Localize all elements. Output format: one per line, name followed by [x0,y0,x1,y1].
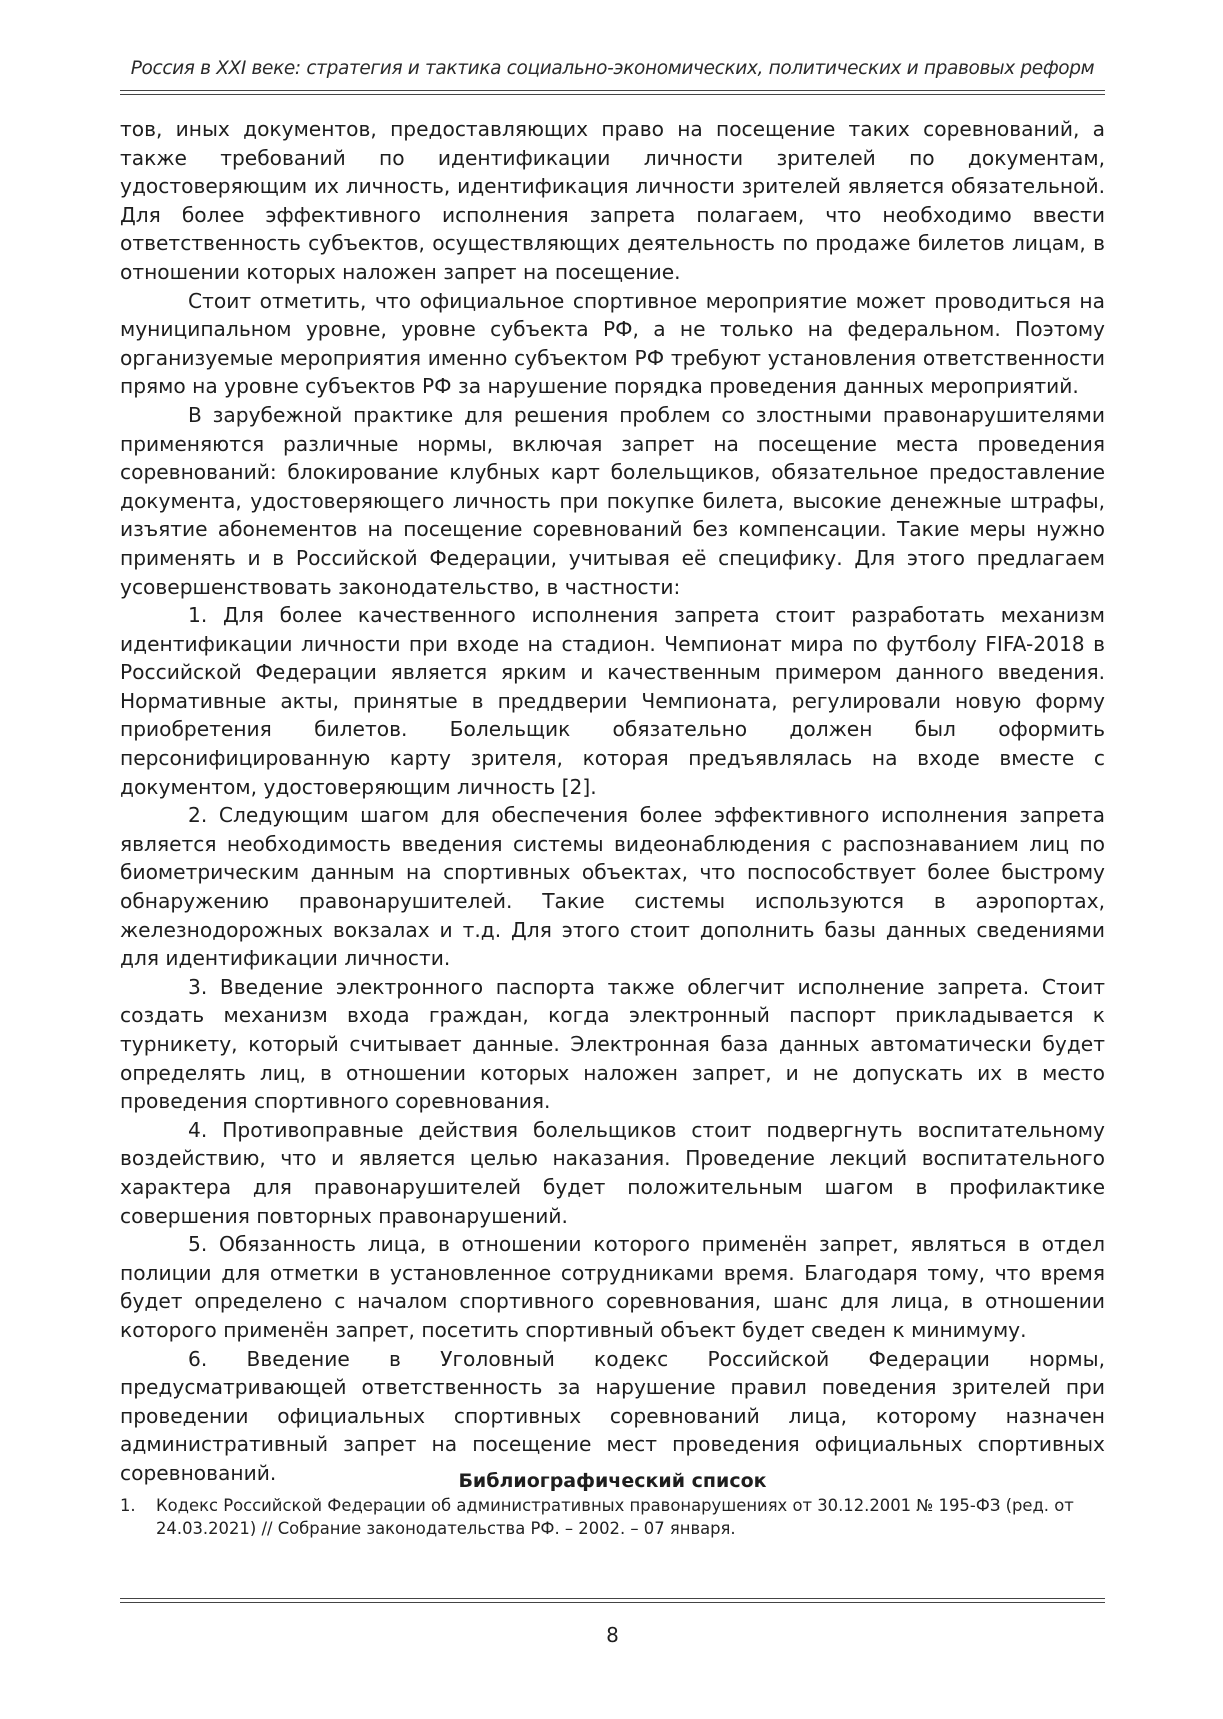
bibliography-list [120,1494,1105,1540]
bibliography-item [120,1494,1105,1540]
body-paragraph: Стоит отметить, что официальное спортивное мероприятие может проводиться на муниципальном уровне, уровне субъекта РФ, а не только на федеральном. Поэтому организуемые мероприятия именно субъектом РФ требуют установления ответственности прямо на уровне субъектов РФ за нарушение порядка проведения данных мероприятий. [120,288,1105,399]
list-paragraph-4: 4. Противоправные действия болельщиков стоит подвергнуть воспитательному воздействию, что и является целью наказания. Проведение лекций воспитательного характера для правонарушителей будет положительным шагом в профилактике совершения повторных правонарушений. [120,1117,1105,1228]
list-paragraph-3: 3. Введение электронного паспорта также облегчит исполнение запрета. Стоит создать механизм входа граждан, когда электронный паспорт прикладывается к турникету, который считывает данные. Электронная база данных автоматически будет определять лиц, в отношении которых наложен запрет, и не допускать их в место проведения спортивного соревнования. [120,974,1105,1114]
body-paragraph: В зарубежной практике для решения проблем со злостными правонарушителями применяются различные нормы, включая запрет на посещение места проведения соревнований: блокирование клубных карт болельщиков, обязательное предоставление документа, удостоверяющего личность при покупке билета, высокие денежные штрафы, изъятие абонементов на посещение соревнований без компенсации. Такие меры нужно применять и в Российской Федерации, учитывая её специфику. Для этого предлагаем усовершенствовать законодательство, в частности: [120,402,1105,599]
body-paragraph: тов, иных документов, предоставляющих право на посещение таких соревнований, а также требований по идентификации личности зрителей по документам, удостоверяющим их личность, идентификация личности зрителей является обязательной. Для более эффективного исполнения запрета полагаем, что необходимо ввести ответственность субъектов, осуществляющих деятельность по продаже билетов лицам, в отношении которых наложен запрет на посещение. [120,117,1105,284]
footer-rule [120,1598,1105,1599]
page-number: 8 [606,1623,619,1647]
running-header: Россия в XXI веке: стратегия и тактика социально-экономических, политических и правовых реформ [130,58,1095,79]
list-paragraph-1: 1. Для более качественного исполнения запрета стоит разработать механизм идентификации личности при входе на стадион. Чемпионат мира по футболу FIFA-2018 в Российской Федерации является ярким и качественным примером данного введения. Нормативные акты, принятые в преддверии Чемпионата, регулировали новую форму приобретения билетов. Болельщик обязательно должен был оформить персонифицированную карту зрителя, которая предъявлялась на входе вместе с документом, удостоверяющим личность [2]. [120,603,1105,799]
list-paragraph-2: 2. Следующим шагом для обеспечения более эффективного исполнения запрета является необходимость введения системы видеонаблюдения с распознаванием лиц по биометрическим данным на спортивных объектах, что поспособствует более быстрому обнаружению правонарушителей. Такие системы используются в аэропортах, железнодорожных вокзалах и т.д. Для этого стоит дополнить базы данных сведениями для идентификации личности. [120,803,1105,971]
header-rule [120,94,1105,95]
list-paragraph-6: 6. Введение в Уголовный кодекс Российской Федерации нормы, предусматривающей ответственность за нарушение правил поведения зрителей при проведении официальных спортивных соревнований лица, которому назначен административный запрет на посещение мест проведения официальных спортивных соревнований. [120,1346,1105,1485]
article-body [120,115,1105,1488]
header-rule [120,90,1105,91]
list-paragraph-5: 5. Обязанность лица, в отношении которого применён запрет, являться в отдел полиции для отметки в установленное сотрудниками время. Благодаря тому, что время будет определено с началом спортивного соревнования, шанс для лица, в отношении которого применён запрет, посетить спортивный объект будет сведен к минимуму. [120,1232,1105,1342]
bibliography-title: Библиографический список [458,1470,767,1492]
bibliography-item-text: Кодекс Российской Федерации об административных правонарушениях от 30.12.2001 № 195-ФЗ (ред. от 24.03.2021) // Собрание законодательства РФ. – 2002. – 07 января. [156,1496,1074,1538]
footer-rule [120,1602,1105,1603]
bibliography-item-number: 1. [120,1496,136,1515]
